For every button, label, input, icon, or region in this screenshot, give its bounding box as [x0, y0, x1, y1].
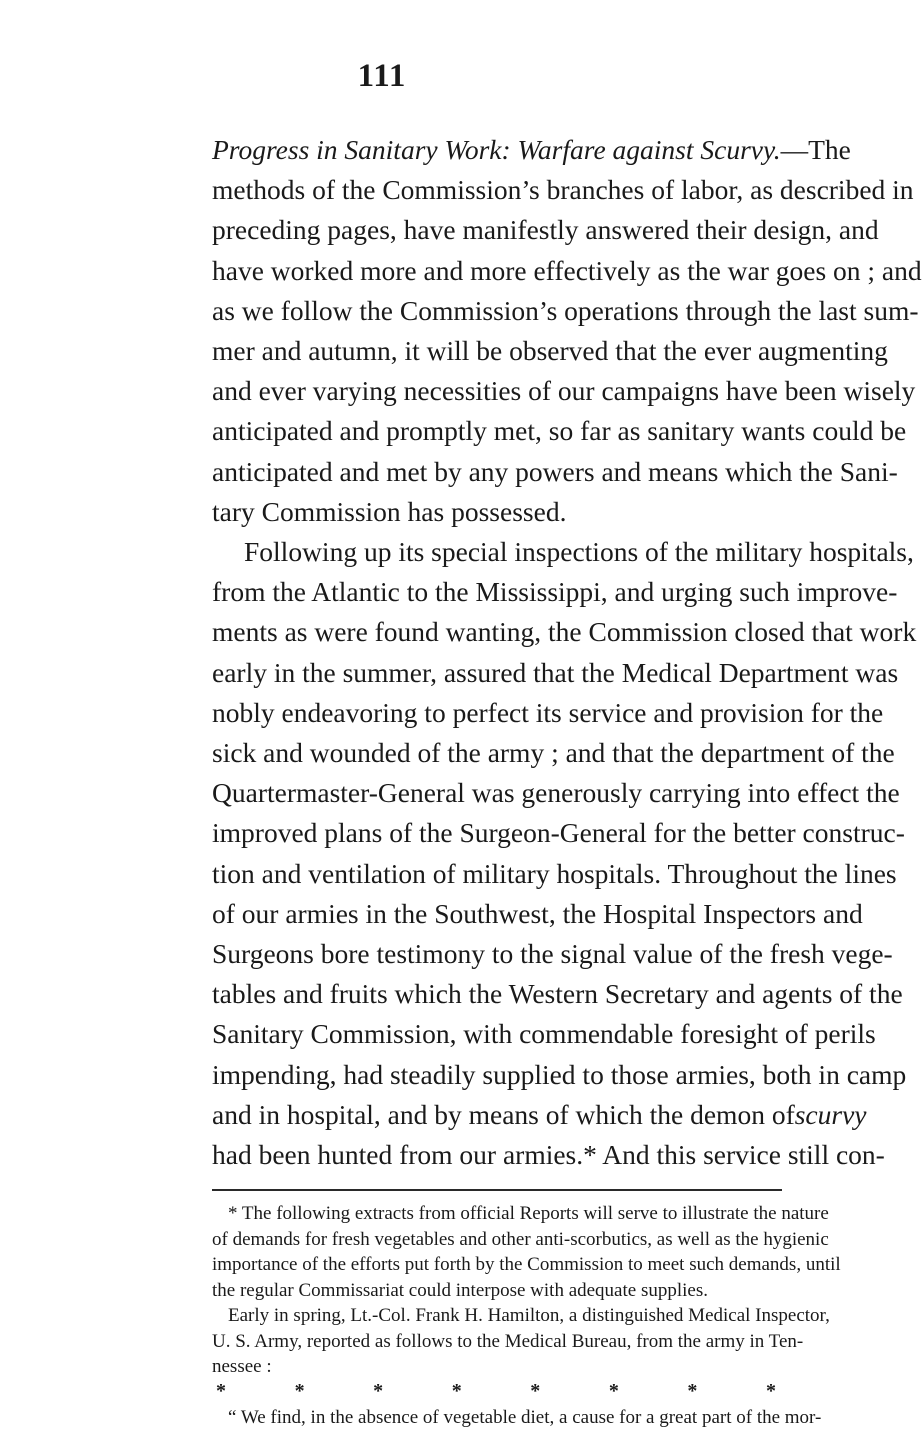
footnote-line: of demands for fresh vegetables and other anti-scorbutics, as well as the hygienic — [212, 1228, 829, 1250]
footnote-line: “ We find, in the absence of vegetable diet, a cause for a great part of the mor- — [228, 1407, 822, 1429]
footnote-line: * The following extracts from official Reports will serve to illustrate the nature — [228, 1203, 829, 1225]
asterisk-mark: * — [451, 1379, 462, 1402]
main-text-line: sick and wounded of the army ; and that the department of the — [212, 737, 895, 768]
main-text-line — [212, 1095, 867, 1135]
main-text-line: tables and fruits which the Western Secretary and agents of the — [212, 978, 903, 1010]
main-text-line: as we follow the Commission’s operations through the last sum- — [212, 294, 919, 326]
asterisk-mark: * — [294, 1379, 305, 1402]
footnote-line: U. S. Army, reported as follows to the Medical Bureau, from the army in Ten- — [212, 1330, 804, 1352]
footnote-line: the regular Commissariat could interpose with adequate supplies. — [212, 1279, 708, 1301]
footnote-line: Early in spring, Lt.-Col. Frank H. Hamilton, a distinguished Medical Inspector, — [228, 1305, 830, 1327]
main-text-line: and ever varying necessities of our campaigns have been wisely — [212, 375, 916, 407]
main-text-line: have worked more and more effectively as the war goes on ; and — [212, 254, 922, 286]
main-text-line: anticipated and met by any powers and means which the Sani- — [212, 455, 898, 487]
main-text-line: Surgeons bore testimony to the signal value of the fresh vege- — [212, 938, 893, 969]
section-heading: Progress in Sanitary Work: Warfare against Scurvy. — [212, 134, 781, 165]
main-text-line: anticipated and promptly met, so far as sanitary wants could be — [212, 415, 907, 447]
main-text-line: nobly endeavoring to perfect its service and provision for the — [212, 696, 884, 728]
asterisk-separator — [216, 1380, 776, 1403]
main-text-line — [212, 130, 851, 170]
asterisk-mark: * — [687, 1379, 698, 1402]
main-text-line: early in the summer, assured that the Medical Department was — [212, 656, 899, 688]
main-text-line: tion and ventilation of military hospitals. Throughout the lines — [212, 857, 897, 889]
asterisk-mark: * — [608, 1379, 619, 1402]
main-text-line: improved plans of the Surgeon-General for the better construc- — [212, 817, 905, 849]
asterisk-mark: * — [765, 1379, 776, 1402]
main-text-line: impending, had steadily supplied to those armies, both in camp — [212, 1058, 907, 1090]
page-number: 111 — [357, 58, 407, 94]
footnote-line: nessee : — [212, 1356, 272, 1378]
main-text-line: Sanitary Commission, with commendable foresight of perils — [212, 1018, 876, 1050]
main-text-line: preceding pages, have manifestly answered their design, and — [212, 214, 879, 246]
footnote-line: importance of the efforts put forth by the Commission to meet such demands, until — [212, 1254, 841, 1276]
main-text-line: Quartermaster-General was generously carrying into effect the — [212, 777, 900, 809]
emphasized-word: scurvy — [794, 1098, 867, 1130]
main-text-line: ments as were found wanting, the Commission closed that work — [212, 616, 917, 648]
main-text-line: tary Commission has possessed. — [212, 495, 567, 527]
main-text-fragment: and in hospital, and by means of which the demon of — [212, 1098, 795, 1130]
main-text-line: of our armies in the Southwest, the Hospital Inspectors and — [212, 897, 863, 929]
main-text-line: from the Atlantic to the Mississippi, and urging such improve- — [212, 576, 898, 608]
asterisk-mark: * — [373, 1379, 384, 1402]
main-text-line: mer and autumn, it will be observed that the ever augmenting — [212, 335, 888, 366]
heading-continuation: —The — [780, 134, 851, 165]
asterisk-mark: * — [216, 1379, 226, 1402]
footnote-separator — [212, 1189, 782, 1191]
main-text-line: methods of the Commission’s branches of labor, as described in — [212, 174, 914, 206]
main-text-line: Following up its special inspections of the military hospitals, — [244, 536, 914, 567]
asterisk-mark: * — [530, 1379, 541, 1402]
main-text-line: had been hunted from our armies.* And this service still con- — [212, 1139, 885, 1170]
